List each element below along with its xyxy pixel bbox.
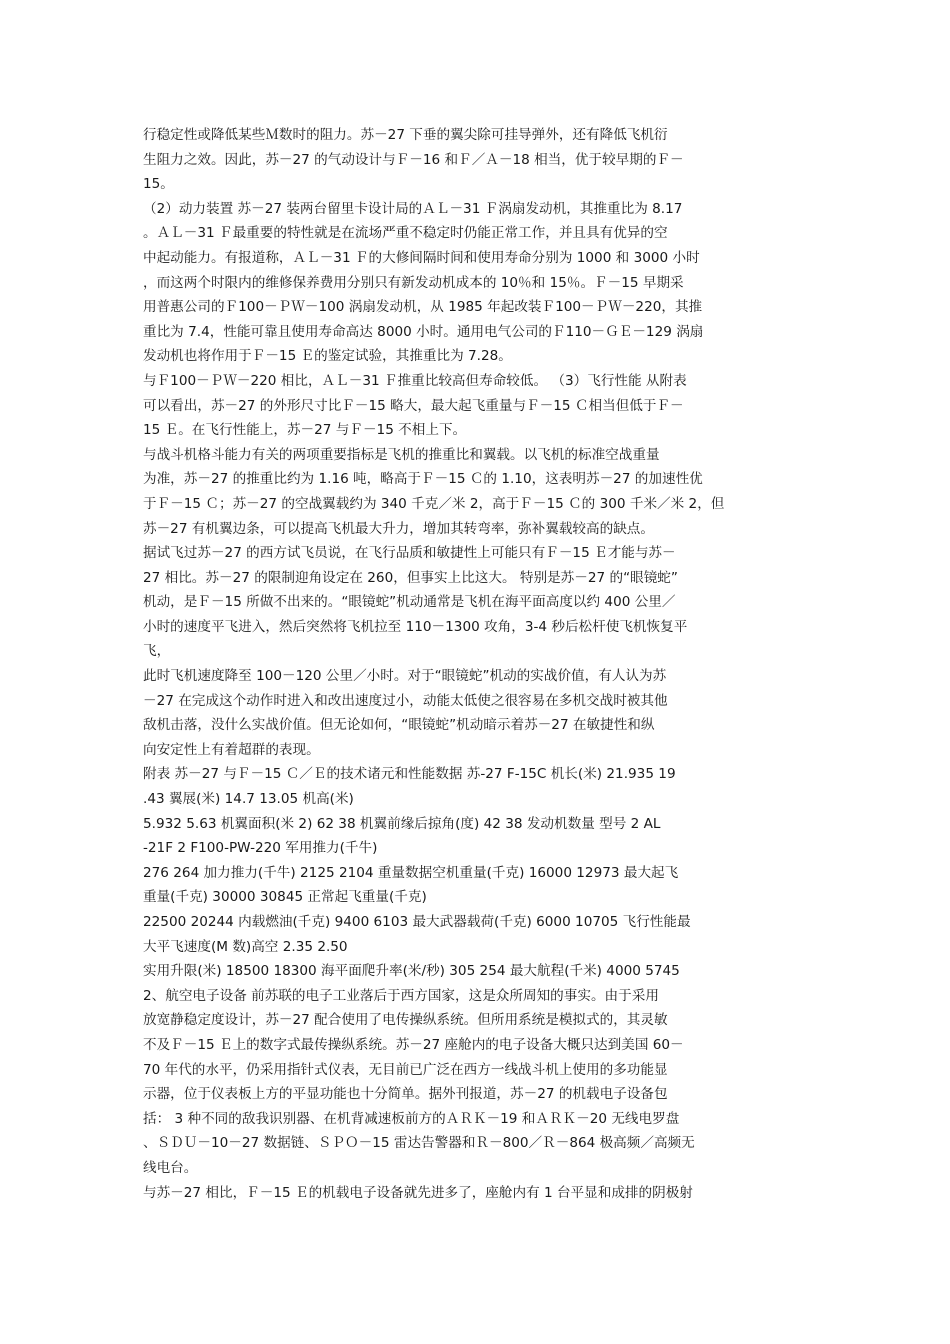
text-line: 不及Ｆ－15 Ｅ上的数字式最传操纵系统。苏－27 座舱内的电子设备大概只达到美国 60－ [143, 1036, 684, 1053]
text-line: 用普惠公司的Ｆ100－ＰＷ－100 涡扇发动机，从 1985 年起改装Ｆ100－ＰＷ－220，其推 [143, 299, 703, 316]
text-line: 为准，苏－27 的推重比约为 1.16 吨，略高于Ｆ－15 Ｃ的 1.10，这表明苏－27 的加速性优 [143, 471, 703, 488]
text-line: 276 264 加力推力(千牛) 2125 2104 重量数据空机重量(千克) 16000 12973 最大起飞 [143, 864, 679, 881]
text-line: （2）动力装置 苏－27 装两台留里卡设计局的ＡＬ－31 Ｆ涡扇发动机，其推重比为 8.17 [143, 200, 683, 217]
text-line: 重量(千克) 30000 30845 正常起飞重量(千克) [143, 889, 427, 906]
text-line: -21F 2 F100-PW-220 军用推力(千牛) [143, 840, 378, 857]
text-line: 与苏－27 相比，Ｆ－15 Ｅ的机载电子设备就先进多了，座舱内有 1 台平显和成排的阴极射 [143, 1184, 693, 1201]
text-line: 放宽静稳定度设计，苏－27 配合使用了电传操纵系统。但所用系统是模拟式的，其灵敏 [143, 1012, 668, 1029]
text-line: 实用升限(米) 18500 18300 海平面爬升率(米/秒) 305 254 最大航程(千米) 4000 5745 [143, 963, 680, 980]
text-line: 15。 [143, 176, 174, 193]
text-line: 22500 20244 内载燃油(千克) 9400 6103 最大武器载荷(千克) 6000 10705 飞行性能最 [143, 914, 691, 930]
text-line: 机动，是Ｆ－15 所做不出来的。“眼镜蛇”机动通常是飞机在海平面高度以约 400 公里／ [143, 594, 676, 611]
text-line: 70 年代的水平，仍采用指针式仪表，无目前已广泛在西方一线战斗机上使用的多功能显 [143, 1061, 668, 1078]
document-body [143, 123, 763, 1205]
text-line: ，而这两个时限内的维修保养费用分别只有新发动机成本的 10％和 15％。Ｆ－15 早期采 [143, 274, 684, 291]
text-line: 大平飞速度(M 数)高空 2.35 2.50 [143, 938, 348, 955]
text-line: 于Ｆ－15 Ｃ；苏－27 的空战翼载约为 340 千克／米 2，高于Ｆ－15 Ｃ的 300 千米／米 2，但 [143, 495, 725, 512]
text-line: 据试飞过苏－27 的西方试飞员说，在飞行品质和敏捷性上可能只有Ｆ－15 Ｅ才能与苏－ [143, 545, 676, 562]
text-line: －27 在完成这个动作时进入和改出速度过小，动能太低使之很容易在多机交战时被其他 [143, 692, 668, 709]
text-line: 向安定性上有着超群的表现。 [143, 741, 320, 758]
text-line: 重比为 7.4，性能可靠且使用寿命高达 8000 小时。通用电气公司的Ｆ110－ＧＥ－129 涡扇 [143, 323, 704, 340]
text-line: 与战斗机格斗能力有关的两项重要指标是飞机的推重比和翼载。以飞机的标准空战重量 [143, 446, 660, 463]
text-line: 示器，位于仪表板上方的平显功能也十分简单。据外刊报道，苏－27 的机载电子设备包 [143, 1086, 668, 1103]
text-line: 括： 3 种不同的敌我识别器、在机背减速板前方的ＡＲＫ－19 和ＡＲＫ－20 无线电罗盘 [143, 1110, 680, 1127]
text-line: .43 翼展(米) 14.7 13.05 机高(米) [143, 791, 354, 808]
text-line: 发动机也将作用于Ｆ－15 Ｅ的鉴定试验，其推重比为 7.28。 [143, 348, 512, 365]
text-line: 可以看出，苏－27 的外形尺寸比Ｆ－15 略大，最大起飞重量与Ｆ－15 Ｃ相当但低于Ｆ－ [143, 397, 684, 414]
text-line: 。ＡＬ－31 Ｆ最重要的特性就是在流场严重不稳定时仍能正常工作，并且具有优异的空 [143, 225, 668, 242]
text-line: 线电台。 [143, 1159, 198, 1176]
text-line: 生阻力之效。因此，苏－27 的气动设计与Ｆ－16 和Ｆ／Ａ－18 相当，优于较早期的Ｆ－ [143, 151, 684, 168]
text-line: 与Ｆ100－ＰＷ－220 相比，ＡＬ－31 Ｆ推重比较高但寿命较低。 （3）飞行性能 从附表 [143, 372, 687, 389]
text-line: 15 Ｅ。在飞行性能上，苏－27 与Ｆ－15 不相上下。 [143, 422, 467, 439]
text-line: 5.932 5.63 机翼面积(米 2) 62 38 机翼前缘后掠角(度) 42 38 发动机数量 型号 2 AL [143, 815, 661, 832]
text-line: 飞， [143, 643, 171, 660]
text-line: 附表 苏－27 与Ｆ－15 Ｃ／Ｅ的技术诸元和性能数据 苏-27 F-15C 机长(米) 21.935 19 [143, 766, 676, 783]
text-line: 中起动能力。有报道称，ＡＬ－31 Ｆ的大修间隔时间和使用寿命分别为 1000 和 3000 小时 [143, 249, 700, 266]
text-line: 小时的速度平飞进入，然后突然将飞机拉至 110－1300 攻角，3-4 秒后松杆使飞机恢复平 [143, 618, 688, 635]
text-line: 此时飞机速度降至 100－120 公里／小时。对于“眼镜蛇”机动的实战价值，有人认为苏 [143, 668, 667, 685]
text-line: 敌机击落，没什么实战价值。但无论如何，“眼镜蛇”机动暗示着苏－27 在敏捷性和纵 [143, 717, 655, 734]
text-line: 、ＳＤＵ－10－27 数据链、ＳＰＯ－15 雷达告警器和Ｒ－800／Ｒ－864 极高频／高频无 [143, 1135, 695, 1152]
text-line: 行稳定性或降低某些Ｍ数时的阻力。苏－27 下垂的翼尖除可挂导弹外，还有降低飞机衍 [143, 127, 668, 143]
text-line: 2、航空电子设备 前苏联的电子工业落后于西方国家，这是众所周知的事实。由于采用 [143, 987, 659, 1004]
text-line: 27 相比。苏－27 的限制迎角设定在 260，但事实上比这大。 特别是苏－27 的“眼镜蛇” [143, 569, 678, 586]
text-line: 苏－27 有机翼边条，可以提高飞机最大升力，增加其转弯率，弥补翼载较高的缺点。 [143, 520, 654, 537]
